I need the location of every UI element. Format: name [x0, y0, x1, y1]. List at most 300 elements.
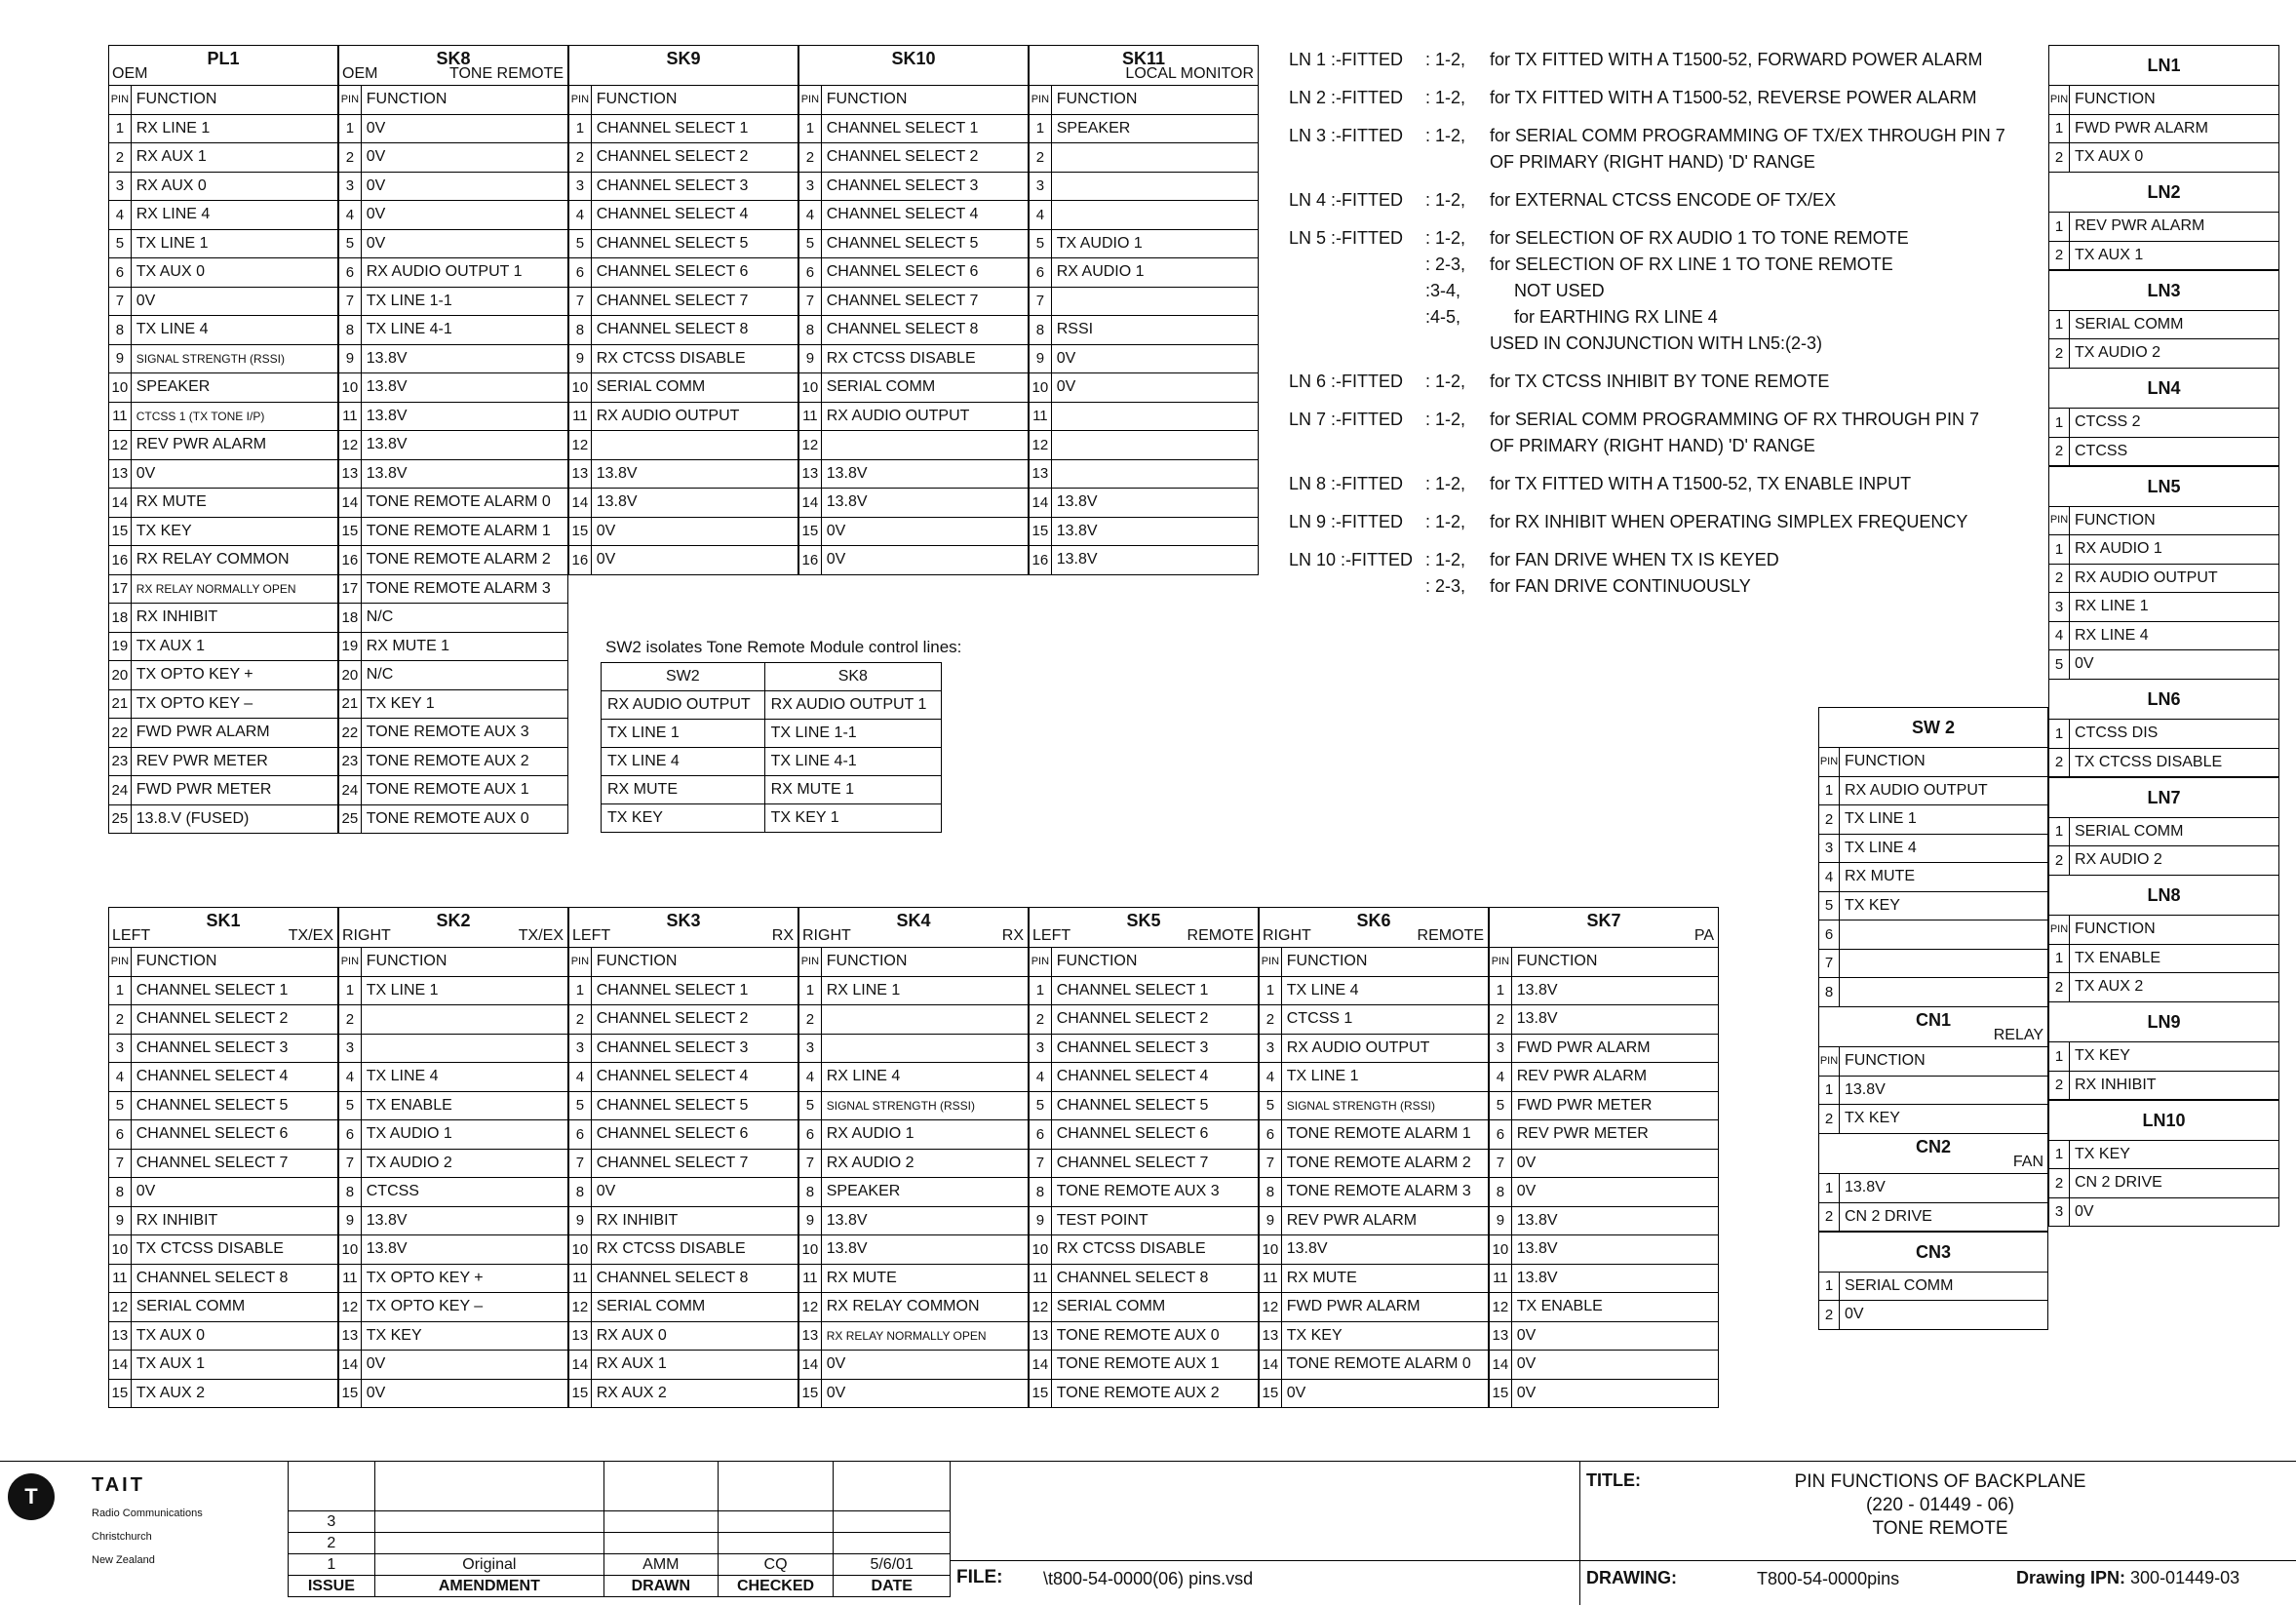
block-ln2	[2048, 172, 2279, 270]
table-row	[569, 976, 798, 1005]
pin-function: CHANNEL SELECT 8	[131, 1264, 337, 1293]
pin-number: 3	[339, 1034, 362, 1063]
pin-number: 10	[1030, 373, 1052, 403]
table-row	[339, 1063, 568, 1092]
table-row	[109, 114, 338, 143]
pin-number: 5	[569, 1091, 592, 1120]
pin-function: TX LINE 1	[361, 976, 567, 1005]
table-row	[1490, 1264, 1719, 1293]
pin-number: 15	[1030, 1379, 1052, 1408]
sk8-line: TX LINE 1-1	[764, 720, 941, 748]
table-row	[1490, 1321, 1719, 1351]
pin-function: RX AUX 2	[591, 1379, 798, 1408]
table-row	[602, 748, 942, 776]
table-row	[799, 344, 1029, 373]
block-ln7	[2048, 777, 2279, 876]
pin-number: 13	[569, 1321, 592, 1351]
connector-sk3	[568, 907, 798, 1408]
pin-number: 22	[109, 719, 132, 748]
pin-number: 4	[1030, 1063, 1052, 1092]
pin-number: 12	[1260, 1293, 1282, 1322]
pin-function: TONE REMOTE AUX 1	[1051, 1351, 1258, 1380]
pin-function: TX LINE 4	[131, 316, 337, 345]
pin-number: 3	[2049, 593, 2070, 622]
connector-name: SK8	[436, 49, 471, 68]
pin-function: REV PWR ALARM	[131, 431, 337, 460]
pin-number: 11	[339, 402, 362, 431]
table-row	[1030, 1264, 1259, 1293]
table-row	[602, 720, 942, 748]
pin-function: CTCSS 1 (TX TONE I/P)	[131, 402, 337, 431]
pin-function: 0V	[361, 114, 567, 143]
connector-role: RX	[771, 927, 794, 944]
pin-number: 11	[109, 402, 132, 431]
pin-function: RX MUTE	[1281, 1264, 1488, 1293]
block-name: LN4	[2147, 378, 2181, 398]
pin-number: 3	[1819, 834, 1840, 863]
table-row	[799, 373, 1029, 403]
link-pins: : 2-3,	[1425, 255, 1466, 274]
connector-side: OEM	[112, 65, 148, 82]
table-row	[799, 1235, 1029, 1265]
pin-function: 13.8V	[821, 1206, 1028, 1235]
table-row	[2049, 621, 2279, 650]
pin-function: 13.8V	[361, 459, 567, 489]
table-row	[569, 114, 798, 143]
table-row	[1260, 1063, 1489, 1092]
pin-function: CHANNEL SELECT 2	[591, 1005, 798, 1035]
drawing-value: T800-54-0000pins	[1757, 1569, 1900, 1588]
pin-function: N/C	[361, 604, 567, 633]
pin-number: 1	[1030, 976, 1052, 1005]
connector-name: SK6	[1356, 911, 1391, 930]
pin-function: CHANNEL SELECT 2	[1051, 1005, 1258, 1035]
pin-header: PIN	[1030, 948, 1052, 977]
link-fitted: LN 3 :-FITTED	[1289, 126, 1404, 145]
tait-logo-icon: T	[8, 1473, 55, 1520]
pin-function: CN 2 DRIVE	[1840, 1202, 2048, 1232]
pin-number: 1	[2049, 409, 2070, 438]
pin-function: 13.8V	[1511, 1005, 1718, 1035]
table-row	[569, 344, 798, 373]
link-purpose: OF PRIMARY (RIGHT HAND) 'D' RANGE	[1490, 152, 1815, 172]
table-row	[339, 976, 568, 1005]
drawing-divider	[1579, 1560, 2296, 1561]
table-row	[569, 1178, 798, 1207]
table-row	[339, 776, 568, 805]
pin-number: 14	[799, 1351, 822, 1380]
pin-function: RX CTCSS DISABLE	[591, 1235, 798, 1265]
pin-function: 0V	[361, 201, 567, 230]
connector-side: RIGHT	[342, 927, 391, 944]
sk8-line: RX MUTE 1	[764, 776, 941, 804]
pin-function: CHANNEL SELECT 4	[1051, 1063, 1258, 1092]
pin-function: 0V	[361, 1351, 567, 1380]
function-header: FUNCTION	[1051, 86, 1258, 115]
pin-function: 0V	[821, 1379, 1028, 1408]
function-header: FUNCTION	[1281, 948, 1488, 977]
pin-number: 10	[569, 1235, 592, 1265]
table-row	[339, 1264, 568, 1293]
table-row	[2049, 1071, 2279, 1100]
pin-number: 13	[339, 1321, 362, 1351]
pin-function: CHANNEL SELECT 2	[591, 143, 798, 173]
table-row	[569, 402, 798, 431]
pin-number: 16	[1030, 546, 1052, 575]
pin-number: 4	[1819, 863, 1840, 892]
pin-function: TX ENABLE	[2070, 944, 2279, 973]
function-header: FUNCTION	[361, 948, 567, 977]
pin-number: 10	[339, 373, 362, 403]
pin-function: RSSI	[1051, 316, 1258, 345]
table-row	[1030, 201, 1259, 230]
table-row	[1819, 978, 2048, 1007]
pin-function: CHANNEL SELECT 1	[821, 114, 1028, 143]
block-name: CN3	[1915, 1241, 1951, 1262]
table-row	[1030, 1206, 1259, 1235]
connector-sk10	[798, 45, 1029, 575]
pin-function: 13.8V	[361, 402, 567, 431]
pin-number: 20	[339, 661, 362, 690]
pin-function: TX KEY	[131, 517, 337, 546]
table-row	[799, 1034, 1029, 1063]
sw2-line: TX LINE 4	[602, 748, 765, 776]
pin-number: 3	[569, 172, 592, 201]
table-row	[109, 661, 338, 690]
table-row	[109, 517, 338, 546]
table-row	[1030, 546, 1259, 575]
pin-function: CHANNEL SELECT 6	[131, 1120, 337, 1150]
pin-number: 18	[339, 604, 362, 633]
pin-number: 14	[1030, 1351, 1052, 1380]
pin-number: 6	[1030, 258, 1052, 288]
pin-function: TX LINE 1-1	[361, 287, 567, 316]
pin-function: FWD PWR METER	[1511, 1091, 1718, 1120]
table-row	[1490, 1351, 1719, 1380]
connector-name: SK7	[1586, 911, 1621, 930]
pin-function: RX RELAY COMMON	[131, 546, 337, 575]
pin-number: 14	[569, 1351, 592, 1380]
table-row	[339, 747, 568, 776]
pin-function: 0V	[361, 172, 567, 201]
table-row	[109, 719, 338, 748]
table-row	[1260, 1149, 1489, 1178]
company-line-2: Christchurch	[92, 1531, 152, 1543]
pin-number: 4	[569, 201, 592, 230]
table-row	[109, 489, 338, 518]
table-row	[109, 1351, 338, 1380]
pin-function: TX AUX 1	[131, 632, 337, 661]
pin-function: TX ENABLE	[1511, 1293, 1718, 1322]
pin-function: SPEAKER	[131, 373, 337, 403]
table-row	[109, 1120, 338, 1150]
pin-function	[591, 431, 798, 460]
pin-function: TX CTCSS DISABLE	[131, 1235, 337, 1265]
pin-function: 13.8V	[1051, 517, 1258, 546]
pin-function: TX KEY	[2070, 1140, 2279, 1169]
pin-number: 7	[109, 1149, 132, 1178]
pin-function: CHANNEL SELECT 6	[591, 1120, 798, 1150]
pin-header: PIN	[1819, 748, 1840, 777]
issue-1: 1	[289, 1554, 375, 1576]
pin-function: 13.8V	[821, 489, 1028, 518]
amendment-header: AMENDMENT	[374, 1576, 603, 1597]
pin-number: 9	[339, 1206, 362, 1235]
pin-number: 4	[339, 1063, 362, 1092]
table-row	[799, 1351, 1029, 1380]
pin-number: 6	[569, 258, 592, 288]
pin-number: 2	[799, 143, 822, 173]
pin-function: 13.8V	[591, 459, 798, 489]
pin-function: 0V	[1281, 1379, 1488, 1408]
sw2-line: RX AUDIO OUTPUT	[602, 691, 765, 720]
table-row	[1819, 863, 2048, 892]
pin-function: 0V	[1511, 1379, 1718, 1408]
table-row	[1490, 976, 1719, 1005]
pin-number: 8	[569, 316, 592, 345]
connector-role: PA	[1693, 927, 1714, 944]
block-name: LN3	[2147, 280, 2181, 300]
connector-name: PL1	[207, 49, 240, 68]
pin-number: 1	[2049, 1140, 2070, 1169]
table-row	[799, 431, 1029, 460]
pin-number: 2	[1819, 1202, 1840, 1232]
block-name: LN8	[2147, 885, 2181, 905]
pin-function: TX AUDIO 2	[2070, 339, 2279, 369]
pin-number: 10	[1490, 1235, 1512, 1265]
table-row	[1490, 1005, 1719, 1035]
pin-number: 5	[339, 229, 362, 258]
pin-number: 6	[799, 258, 822, 288]
table-row	[799, 1005, 1029, 1035]
pin-number: 1	[2049, 114, 2070, 143]
pin-number: 4	[1260, 1063, 1282, 1092]
pin-function: TONE REMOTE ALARM 2	[1281, 1149, 1488, 1178]
pin-number: 1	[339, 114, 362, 143]
link-pins: :4-5,	[1425, 307, 1461, 327]
table-row	[799, 201, 1029, 230]
pin-function: TX AUX 2	[2070, 973, 2279, 1002]
table-row	[2049, 409, 2279, 438]
table-row	[799, 1063, 1029, 1092]
table-row	[1260, 1235, 1489, 1265]
pin-function: 0V	[591, 546, 798, 575]
table-row	[799, 489, 1029, 518]
pin-number: 3	[2049, 1197, 2070, 1227]
connector-role: RX	[1001, 927, 1024, 944]
pin-function: SERIAL COMM	[1840, 1272, 2048, 1301]
pin-function: RX AUDIO 2	[2070, 846, 2279, 876]
pin-function: 13.8V	[1511, 1235, 1718, 1265]
table-row	[1490, 1034, 1719, 1063]
pin-function: CHANNEL SELECT 4	[821, 201, 1028, 230]
table-row	[109, 1178, 338, 1207]
pin-function: TX KEY	[1840, 1105, 2048, 1134]
table-row	[1030, 316, 1259, 345]
connector-role: REMOTE	[1417, 927, 1484, 944]
pin-function: 13.8V	[361, 431, 567, 460]
table-row	[339, 604, 568, 633]
pin-header: PIN	[799, 86, 822, 115]
pin-function	[1051, 402, 1258, 431]
pin-number: 7	[1260, 1149, 1282, 1178]
pin-number: 7	[1030, 287, 1052, 316]
connector-role: LOCAL MONITOR	[1125, 65, 1254, 82]
table-row	[109, 201, 338, 230]
pin-function: 13.8V	[1051, 546, 1258, 575]
table-row	[109, 431, 338, 460]
pin-function: CHANNEL SELECT 6	[1051, 1120, 1258, 1150]
function-header: FUNCTION	[131, 86, 337, 115]
table-row	[569, 1005, 798, 1035]
connector-sk9	[568, 45, 798, 575]
pin-function: RX INHIBIT	[2070, 1071, 2279, 1100]
pin-function	[1051, 459, 1258, 489]
pin-function: 0V	[591, 1178, 798, 1207]
table-row	[339, 632, 568, 661]
pin-number: 1	[1819, 1272, 1840, 1301]
revision-table	[288, 1461, 951, 1597]
pin-function: SERIAL COMM	[591, 1293, 798, 1322]
table-row	[1490, 1063, 1719, 1092]
pin-number: 12	[1490, 1293, 1512, 1322]
pin-function	[1051, 287, 1258, 316]
table-row	[569, 1120, 798, 1150]
pin-number: 14	[109, 489, 132, 518]
pin-function: CHANNEL SELECT 7	[821, 287, 1028, 316]
connector-name: SK11	[1121, 49, 1166, 68]
pin-number: 2	[569, 143, 592, 173]
ipn-value: 300-01449-03	[2130, 1568, 2240, 1587]
pin-function: TX OPTO KEY –	[361, 1293, 567, 1322]
pin-number: 7	[1030, 1149, 1052, 1178]
pin-number: 8	[1030, 1178, 1052, 1207]
connector-sk11	[1029, 45, 1259, 575]
pin-number: 14	[569, 489, 592, 518]
pin-function: 0V	[361, 143, 567, 173]
pin-number: 2	[2049, 339, 2070, 369]
pin-function: RX AUDIO OUTPUT	[1840, 776, 2048, 805]
table-row	[1030, 344, 1259, 373]
table-row	[1819, 776, 2048, 805]
table-row	[339, 143, 568, 173]
table-row	[799, 258, 1029, 288]
pin-number: 5	[2049, 650, 2070, 680]
drawn-header: DRAWN	[603, 1576, 718, 1597]
pin-number: 13	[339, 459, 362, 489]
pin-function: RX MUTE	[1840, 863, 2048, 892]
pin-function: 0V	[1840, 1301, 2048, 1330]
table-row	[339, 689, 568, 719]
pin-number: 14	[339, 1351, 362, 1380]
table-row	[2049, 973, 2279, 1002]
pin-number: 2	[2049, 143, 2070, 173]
table-row	[109, 143, 338, 173]
pin-number: 11	[799, 402, 822, 431]
table-row	[799, 172, 1029, 201]
pin-number: 14	[1260, 1351, 1282, 1380]
pin-number: 8	[1030, 316, 1052, 345]
table-row	[339, 1235, 568, 1265]
pin-number: 3	[1490, 1034, 1512, 1063]
pin-number: 9	[799, 344, 822, 373]
table-row	[1030, 1235, 1259, 1265]
table-row	[1490, 1178, 1719, 1207]
table-row	[1030, 172, 1259, 201]
table-row	[109, 316, 338, 345]
pin-function: RX MUTE	[821, 1264, 1028, 1293]
pin-number: 3	[109, 1034, 132, 1063]
pin-number: 8	[799, 316, 822, 345]
pin-function: SERIAL COMM	[1051, 1293, 1258, 1322]
pin-function	[821, 1005, 1028, 1035]
pin-number: 8	[569, 1178, 592, 1207]
pin-function: CTCSS 2	[2070, 409, 2279, 438]
table-row	[1030, 1005, 1259, 1035]
pin-function	[1051, 172, 1258, 201]
pin-function: CHANNEL SELECT 5	[591, 229, 798, 258]
pin-number: 2	[339, 143, 362, 173]
pin-number: 2	[2049, 1071, 2070, 1100]
table-row	[1030, 287, 1259, 316]
ipn-label: Drawing IPN:	[2016, 1568, 2126, 1587]
pin-number: 6	[109, 258, 132, 288]
link-fitted: LN 2 :-FITTED	[1289, 88, 1404, 107]
pin-function: 13.8V	[821, 459, 1028, 489]
pin-number: 25	[109, 804, 132, 834]
pin-number: 7	[569, 1149, 592, 1178]
pin-function: 13.8V	[1840, 1076, 2048, 1105]
table-row	[109, 1063, 338, 1092]
table-row	[799, 1178, 1029, 1207]
connector-name: SK9	[666, 49, 701, 68]
table-row	[109, 402, 338, 431]
pin-function: RX AUDIO OUTPUT	[1281, 1034, 1488, 1063]
table-row	[799, 402, 1029, 431]
sk8-line: RX AUDIO OUTPUT 1	[764, 691, 941, 720]
pin-function: CHANNEL SELECT 7	[1051, 1149, 1258, 1178]
pin-number: 1	[2049, 310, 2070, 339]
table-row	[799, 1379, 1029, 1408]
table-row	[2049, 846, 2279, 876]
pin-number: 6	[569, 1120, 592, 1150]
table-row	[1819, 891, 2048, 921]
pin-number: 9	[1490, 1206, 1512, 1235]
table-row	[339, 1091, 568, 1120]
connector-side: RIGHT	[1263, 927, 1311, 944]
pin-number: 6	[799, 1120, 822, 1150]
connector-name: SK1	[206, 911, 241, 930]
pin-number: 8	[339, 1178, 362, 1207]
pin-function: CHANNEL SELECT 4	[591, 201, 798, 230]
pin-number: 1	[1260, 976, 1282, 1005]
table-row	[799, 1264, 1029, 1293]
pin-function: TX AUX 0	[131, 1321, 337, 1351]
pin-function: 0V	[1511, 1351, 1718, 1380]
pin-function: CHANNEL SELECT 3	[591, 1034, 798, 1063]
pin-function: CTCSS DIS	[2070, 720, 2279, 749]
link-fitted: LN 8 :-FITTED	[1289, 474, 1404, 493]
pin-function: TX LINE 1	[131, 229, 337, 258]
pin-number: 9	[569, 344, 592, 373]
link-purpose: for EARTHING RX LINE 4	[1490, 307, 1718, 327]
link-fitted: LN 4 :-FITTED	[1289, 190, 1404, 210]
pin-function: TX AUDIO 1	[1051, 229, 1258, 258]
table-row	[339, 1178, 568, 1207]
pin-function: RX AUX 1	[131, 143, 337, 173]
pin-function: RX AUDIO 1	[2070, 535, 2279, 565]
connector-side: LEFT	[1032, 927, 1071, 944]
